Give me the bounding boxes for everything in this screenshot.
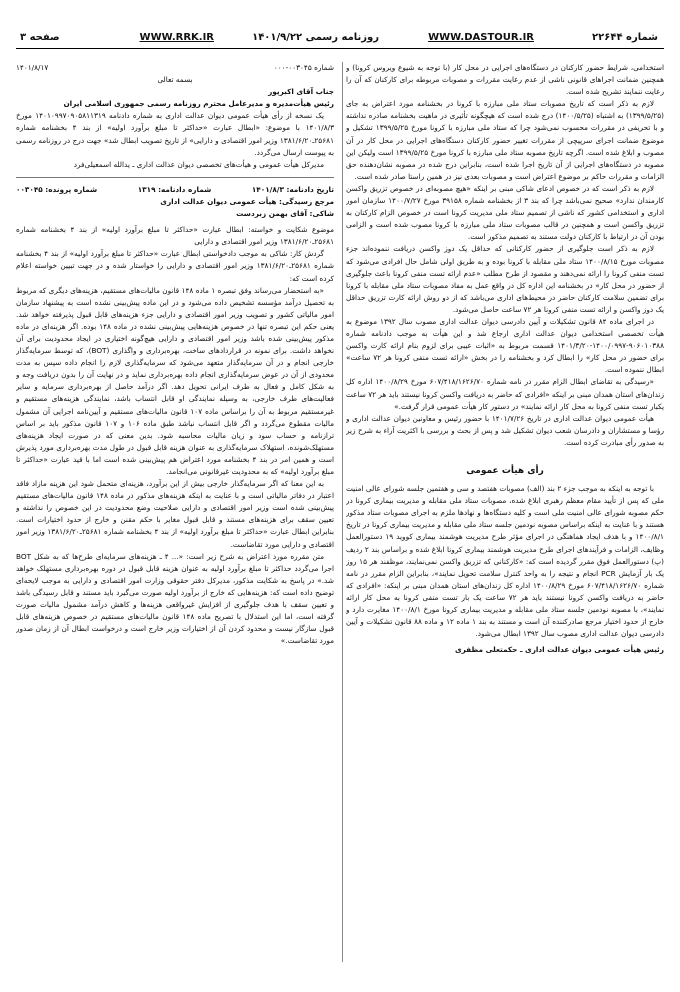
recipient-title: رئیس هیأت‌مدیره و مدیرعامل محترم روزنامه رسمی جمهوری اسلامی ایران bbox=[63, 99, 334, 109]
rrk-link[interactable]: WWW.RRK.IR bbox=[139, 32, 214, 43]
plaintiff: شاکی: آقای بهمن زبردست bbox=[236, 209, 334, 219]
page-number: صفحه ۳ bbox=[20, 32, 60, 43]
body-paragraph: به این معنا که اگر سرمایه‌گذار خارجی بیش از این برآورد، هزینه‌ای متحمل شود این هزینه مازاد فاقد اعتبار در دفاتر مالیاتی است و با عنایت به اینکه هزینه‌های مذکور در ماده ۱۴۸ قانون مالیات‌های مستقیم پیش‌بینی شده است وزیر امور اقتصادی و دارایی صلاحیت وضع محدودیت در این خصوص را نداشته و تعیین سقف برای هزینه‌های مستند و قابل قبول مغایر با حکم مقنن و خارج از حدود اختیارات است. بنابراین ابطال عبارت «حداکثر تا مبلغ برآورد اولیه» از بند ۴ بخشنامه شماره ۲۵۶۸۱ـ۱۳۸۱/۶/۲۰ وزیر امور اقتصادی و دارایی مورد تقاضاست. bbox=[16, 479, 334, 549]
column-divider bbox=[342, 62, 343, 962]
case-number: شماره پرونده: ۰۰۳۰۴۵ bbox=[16, 184, 98, 194]
body-paragraph: «به استحضار می‌رساند وفق تبصره ۱ ماده ۱۴۸ قانون مالیات‌های مستقیم، هزینه‌های دیگری که مربوط به تحصیل درآمد مؤسسه تشخیص داده می‌شود و در این ماده پیش‌بینی نشده است به پیشنهاد سازمان امور مالیاتی کشور و تصویب وزیر امور اقتصادی و دارایی جزء هزینه‌های قابل قبول پذیرفته خواهد شد. یعنی حکم این تبصره تنها در خصوص هزینه‌هایی پیش‌بینی نشده در ماده ۱۴۸ بوده. اگر هزینه‌ای در ماده مذکور پیش‌بینی شده باشد وزیر امور اقتصادی و دارایی هیچ‌گونه اختیاری در ایجاد محدودیت برای آن نخواهد داشت. برای نمونه در قراردادهای ساخت، بهره‌برداری و واگذاری (BOT)، که توسط سرمایه‌گذار خارجی انجام و در آن سرمایه‌گذار متعهد می‌شود که سرمایه‌گذاری لازم را انجام داده سپس به مدت محدودی از آن در عوض سرمایه‌گذاری انجام داده بهره‌برداری نماید و در نهایت آن را بدون دریافت وجه و به شکل کامل و فعال به طرف ایرانی تحویل دهد. اگر درآمد حاصل از بهره‌برداری سرمایه و سایر فعالیت‌های طرف خارجی، به وسیله نمایندگی او قابل انتساب باشد، نمایندگی هزینه‌های مستقیم و غیرمستقیم مربوط به آن را براساس ماده ۱۰۷ قانون مالیات‌های مستقیم و آیین‌نامه اجرایی آن مشمول مالیات مقطوع می‌گردد و اگر قابل انتساب نباشد طبق ماده ۱۰۶ و ۱۰۷ قانون مذکور باید بر اساس ترازنامه و حساب سود و زیان مالیات محاسبه شود. بدین معنی که در صورت ایجاد هزینه‌های مستهلک‌شونده، استهلاک سرمایه‌گذاری به عنوان هزینه قابل قبول در طول مدت بهره‌برداری مورد پذیرش است و همین امر در بند ۴ بخشنامه مورد اعتراض هم پیش‌بینی شده است اما با قید عبارت «حداکثر تا مبلغ برآورد اولیه» که به محدودیت غیرقانونی می‌انجامد. bbox=[16, 285, 334, 476]
right-column bbox=[346, 62, 664, 962]
body-paragraph: متن مقرره مورد اعتراض به شرح زیر است: «... ۴ ـ هزینه‌های سرمایه‌ای طرح‌ها که به شکل BOT اجرا می‌گردد حداکثر تا مبلغ برآورد اولیه به عنوان هزینه قابل قبول در دوره بهره‌برداری مستهلک خواهد شد.» در پاسخ به شکایت مذکور، مدیرکل دفتر حقوقی وزارت امور اقتصادی و دارایی به موجب لایحه‌ای توضیح داده است که: هزینه‌هایی که خارج از برآورد اولیه صورت می‌گیرد باید مستند و قابل رسیدگی باشد و تعیین سقف با هدف جلوگیری از افزایش غیرواقعی هزینه‌ها و کاهش درآمد مشمول مالیات صورت گرفته است، اما این استدلال با تصریح ماده ۱۴۸ قانون مالیات‌های مستقیم در خصوص هزینه‌های قابل قبول سازگار نیست و محدود کردن آن از اختیارات وزیر خارج است و درخواست ابطال آن از زمان صدور مورد تقاضاست.» bbox=[16, 551, 334, 646]
letter-number: شماره ۰۰۳۰۴۵-۰۰۰ bbox=[273, 63, 334, 72]
signature: رئیس هیأت عمومی دیوان عدالت اداری ـ حکمتعلی مظفری bbox=[454, 645, 664, 655]
columns bbox=[16, 62, 664, 962]
paragraph: استخدامی، شرایط حضور کارکنان در دستگاه‌های اجرایی در محل کار (با توجه به شیوع ویروس کرونا) و همچنین ضمانت اجراهای قانونی ناشی از عدم رعایت مقررات و مصوبات مربوطه برای کارکنان که آن را رعایت ننمایند تشریح شده است. bbox=[346, 63, 664, 97]
paragraph: «رسیدگی به تقاضای ابطال الزام مقرر در نامه شماره ۶۰۷/۴۱۸/۱۶۲۶/۷۰ مورخ ۱۴۰۰/۸/۲۹ اداره کل زندان‌های استان همدان مبنی بر اینکه «افرادی که حاضر به دریافت واکسن کرونا نیستند باید هر ۷۲ ساعت یکبار تست منفی کرونا به محل کار ارائه نمایند» در دستور کار هیأت عمومی قرار گرفت.» bbox=[346, 377, 664, 411]
issue-number: شماره ۲۲۶۴۴ bbox=[592, 32, 658, 43]
dastour-link[interactable]: WWW.DASTOUR.IR bbox=[428, 32, 534, 43]
paragraph: لازم به ذکر است که تاریخ مصوبات ستاد ملی مبارزه با کرونا در بخشنامه مورد اعتراض به جای (۱۳۹۹/۵/۲۵) به اشتباه (۱۴۰۰/۵/۲۵) درج شده است که هیچگونه تأثیری در ماهیت بخشنامه صادره نداشته و با تحریفی در مقررات محسوب نمی‌شود چرا که ستاد ملی مبارزه با کرونا مورخ ۱۳۹۹/۵/۲۵ تشکیل و موضوع ضمانت اجرای سرپیچی از مقررات تغییر حضور کارکنان دستگاه‌های اجرایی در محل کار در آن مصوب و ابلاغ شده است. اگرچه تاریخ مصوبه ستاد ملی مبارزه با کرونا مورخ ۱۳۹۹/۵/۲۵ است ولیکن این مصوبه در دستگاه‌های اجرایی از آن تاریخ اجرا شده است، بنابراین درج شده در مصوبه نشان‌دهنده حق الزامات و مقررات حاکم بر موضوع اعتراض است و مصوبات بعدی نیز در همین راستا صادر شده است. bbox=[346, 99, 664, 181]
paper-name-date: روزنامه رسمی ۱۴۰۱/۹/۲۲ bbox=[252, 32, 379, 43]
recipient: جناب آقای اکبرپور bbox=[268, 87, 334, 97]
ruling-number: شماره دادنامه: ۱۳۱۹ bbox=[137, 184, 212, 194]
letter-date: ۱۴۰۱/۸/۱۷ bbox=[16, 63, 49, 72]
subject: موضوع شکایت و خواسته: ابطال عبارت «حداکثر تا مبلغ برآورد اولیه» از بند ۴ بخشنامه شماره ۲۵۶۸۱ـ۱۳۸۱/۶/۲۰ وزیر امور اقتصادی و دارایی bbox=[16, 225, 334, 247]
bismillah: بسمه تعالی bbox=[157, 75, 193, 85]
left-column bbox=[16, 62, 334, 962]
ruling-text: با توجه به اینکه به موجب جزء ۲ بند (الف) مصوبات هفتصد و سی و هفتمین جلسه شورای عالی امنیت ملی که پس از تأیید مقام معظم رهبری ابلاغ شده، مصوبات ستاد ملی مقابله و مدیریت بیماری کرونا در حکم مصوبه شورای عالی امنیت ملی است و کلیه دستگاه‌ها و نهادها ملزم به اجرای مصوبات ستاد مذکور هستند و با عنایت به اینکه براساس مصوبه نودمین جلسه ستاد ملی مقابله و مدیریت بیماری کرونا در تاریخ ۱۴۰۰/۸/۱ و با هدف ایجاد هماهنگی در اجرای مؤثر طرح مدیریت هوشمند بیماری کووید ۱۹ دستورالعمل وظایف، الزامات و فرآیندهای اجرای طرح مدیریت هوشمند بیماری کرونا ابلاغ شده و براساس بند ۲ ردیف (پ) دستورالعمل فوق مقرر گردیده است که: «کارکنانی که تزریق واکسن نمی‌نمایند، موظفند هر ۱۵ روز یک بار آزمایش PCR انجام و نتیجه را به واحد کنترل سلامت تحویل نمایند»، بنابراین الزام مقرر در نامه شماره ۶۰۷/۴۱۸/۱۶۲۶/۷۰ مورخ ۱۴۰۰/۸/۲۹ اداره کل زندان‌های استان همدان مبنی بر اینکه: «افرادی که حاضر به دریافت واکسن کرونا نیستند باید هر ۷۲ ساعت یک بار تست منفی کرونا به محل کار ارائه نمایند»، با مصوبه نودمین جلسه ستاد ملی مقابله و مدیریت بیماری کرونا مورخ ۱۴۰۰/۸/۱ مغایرت دارد و خارج از حدود اختیار مرجع صادرکننده آن است و مستند به بند ۱ ماده ۱۲ و ماده ۸۸ قانون تشکیلات و آیین دادرسی دیوان عدالت اداری مصوب سال ۱۳۹۲ ابطال می‌شود. bbox=[346, 484, 664, 639]
authority: مرجع رسیدگی: هیأت عمومی دیوان عدالت اداری bbox=[160, 196, 334, 206]
paragraph: لازم به ذکر است که در خصوص ادعای شاکی مبنی بر اینکه «هیچ مصوبه‌ای در خصوص تزریق واکسن کارمندان ندارد» صحیح نمی‌باشد چرا که بند ۳ از بخشنامه شماره ۳۹۱۵۸ مورخ ۱۴۰۰/۷/۲۷ سازمان امور اداری و استخدامی کشور که ناشی از تصمیم ستاد ملی مدیریت کرونا است در خصوص الزام کارکنان به تزریق واکسن است و همچنین در قالب مصوبات ستاد ملی مبارزه با کرونا مصوب شده است و الزامی بودن آن در ارتباط با کارکنان دولت مستند به تصمیم مذکور است. bbox=[346, 183, 664, 242]
divider bbox=[16, 177, 334, 178]
letter-meta bbox=[16, 62, 334, 74]
ruling-date: تاریخ دادنامه: ۱۴۰۱/۸/۳ bbox=[251, 184, 334, 194]
paragraph: لازم به ذکر است جلوگیری از حضور کارکنانی که حداقل یک دوز واکسن دریافت ننموده‌اند جزء مصوبات مورخ ۱۴۰۰/۸/۱۵ ستاد ملی مقابله با کرونا بوده و به طریق اولی شامل حال افرادی می‌شود که تست منفی کرونا را ارائه نمی‌دهند و مقصود از طرح مطلب «عدم ارائه تست منفی کرونا باعث جلوگیری از حضور در محل کار» در بخشنامه این اداره کل در واقع عمل به مفاد مصوبات ستاد ملی مقابله با کرونا برای تضمین سلامت کارکنان حاضر در محیط‌های اداری می‌باشد که از دو روش ارائه کارت تزریق حداقل یک دوز واکسن و ارائه تست منفی کرونا هر ۷۲ ساعت حاصل می‌شود. bbox=[346, 244, 664, 314]
section-title: رأی هیأت عمومی bbox=[466, 466, 544, 476]
page-header bbox=[16, 30, 664, 49]
summary: گردش کار: شاکی به موجب دادخواستی ابطال عبارت «حداکثر تا مبلغ برآورد اولیه» از بند ۴ بخشنامه شماره ۲۵۶۸۱ـ۱۳۸۱/۶/۲۰ وزیر امور اقتصادی و دارایی را خواستار شده و در جهت تبیین خواسته اعلام کرده است که: bbox=[16, 249, 334, 283]
ruling-meta bbox=[16, 184, 334, 196]
intro-paragraph: یک نسخه از رأی هیأت عمومی دیوان عدالت اداری به شماره دادنامه ۱۴۰۱۰۹۹۷۰۹۰۵۸۱۱۳۱۹ مورخ ۱۴۰۱/۸/۳ با موضوع: «ابطال عبارت «حداکثر تا مبلغ برآورد اولیه» از بند ۴ بخشنامه شماره ۲۵۶۸۱ـ۱۳۸۱/۶/۲۰ وزیر امور اقتصادی و دارایی» از تاریخ تصویب ابطال شد» جهت درج در روزنامه رسمی به پیوست ارسال می‌گردد. bbox=[16, 111, 334, 157]
paragraph: در اجرای ماده ۸۴ قانون تشکیلات و آیین دادرسی دیوان عدالت اداری مصوب سال ۱۳۹۲ موضوع به هیأت تخصصی استخدامی دیوان عدالت اداری ارجاع شد و این هیأت به موجب دادنامه شماره ۹۰۶۰۱۰۳۸۸-۱۴۰۰/۰۹۹۷-۱۴۰۱/۳/۲۰ قسمت مربوط به «اثبات عیبی برای لزوم بنام ارائه کارت واکسن برای حضور در محل کار» را ابطال کرد و بخشنامه را در بخش «ارائه تست منفی کرونا هر ۷۲ ساعت» ابطال ننموده است. bbox=[346, 316, 664, 375]
paragraph: هیأت عمومی دیوان عدالت اداری در تاریخ ۱۴۰۱/۷/۲۶ با حضور رئیس و معاونین دیوان عدالت اداری و رؤسا و مستشاران و دادرسان شعب دیوان تشکیل شد و پس از بحث و بررسی با اکثریت آراء به شرح زیر به صدور رأی مبادرت کرده است. bbox=[346, 413, 664, 447]
intro-signature: مدیرکل هیأت عمومی و هیأت‌های تخصصی دیوان عدالت اداری ـ یدالله اسمعیلی‌فرد bbox=[73, 159, 324, 169]
